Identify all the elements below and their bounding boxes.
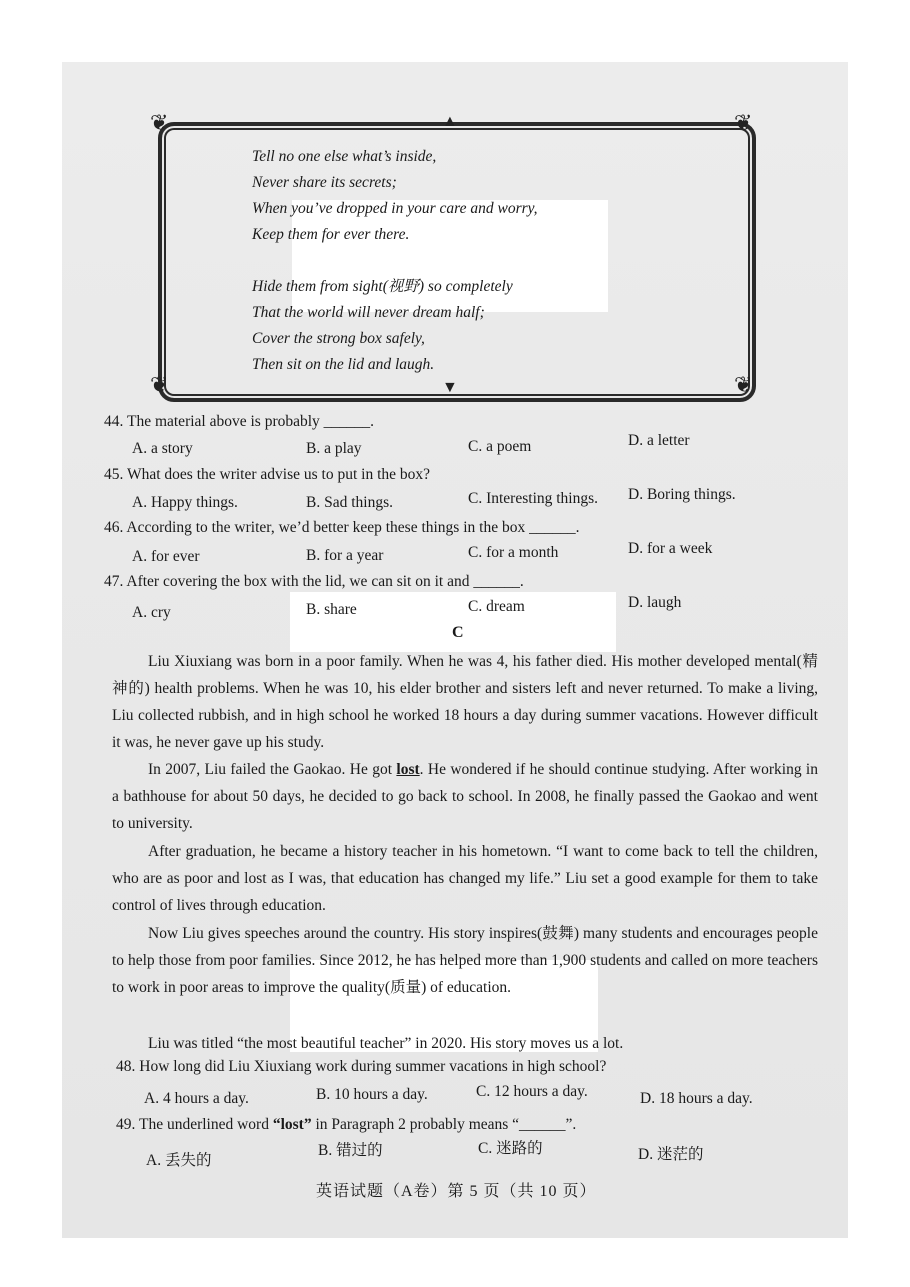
option: C. for a month bbox=[468, 544, 559, 561]
poem-line: That the world will never dream half; bbox=[252, 304, 485, 321]
option: D. 迷茫的 bbox=[638, 1146, 704, 1163]
poem-line: Tell no one else what’s inside, bbox=[252, 148, 437, 165]
poem-line: Then sit on the lid and laugh. bbox=[252, 356, 435, 373]
poem-line: Cover the strong box safely, bbox=[252, 330, 425, 347]
page-footer: 英语试题（A卷）第 5 页（共 10 页） bbox=[316, 1183, 597, 1200]
option: D. 18 hours a day. bbox=[640, 1090, 753, 1107]
option: C. 12 hours a day. bbox=[476, 1083, 588, 1100]
passage-paragraph: Liu Xiuxiang was born in a poor family. When he was 4, his father died. His mother developed mental(精神的) health problems. When he was 10, his elder brother and sisters left and never returned. To make a living, Liu collected rubbish, and in high school he worked 18 hours a day during summer vacations. However difficult it was, he never gave up his study. bbox=[112, 653, 818, 751]
option: A. 丢失的 bbox=[146, 1152, 212, 1169]
poem bbox=[252, 144, 612, 378]
option: B. a play bbox=[306, 440, 362, 457]
underlined-word: lost bbox=[396, 761, 420, 778]
poem-line: Never share its secrets; bbox=[252, 174, 397, 191]
option: B. for a year bbox=[306, 547, 384, 564]
question-stem: 49. The underlined word “lost” in Paragraph 2 probably means “______”. bbox=[116, 1116, 577, 1133]
option: A. cry bbox=[132, 604, 171, 621]
bottom-ornament-icon: ▼ bbox=[442, 379, 458, 396]
option: C. 迷路的 bbox=[478, 1140, 543, 1157]
option: C. Interesting things. bbox=[468, 490, 599, 507]
poem-line: When you’ve dropped in your care and worry, bbox=[252, 200, 538, 217]
option: B. share bbox=[306, 601, 357, 618]
option: D. for a week bbox=[628, 540, 713, 557]
passage-paragraph: Liu was titled “the most beautiful teacher” in 2020. His story moves us a lot. bbox=[148, 1035, 624, 1052]
poem-line: Hide them from sight(视野) so completely bbox=[252, 278, 513, 295]
question-stem: 44. The material above is probably ______. bbox=[104, 413, 375, 430]
option: A. 4 hours a day. bbox=[144, 1090, 249, 1107]
passage-paragraph: Now Liu gives speeches around the country. His story inspires(鼓舞) many students and encourages people to help those from poor families. Since 2012, he has helped more than 1,900 students and called on more teachers to work in poor areas to improve the quality(质量) of education. bbox=[112, 925, 818, 996]
question-stem: 47. After covering the box with the lid, we can sit on it and ______. bbox=[104, 573, 524, 590]
option: A. for ever bbox=[132, 548, 200, 565]
option: C. dream bbox=[468, 598, 525, 615]
question-stem: 46. According to the writer, we’d better keep these things in the box ______. bbox=[104, 519, 580, 536]
option: C. a poem bbox=[468, 438, 532, 455]
passage-paragraph: After graduation, he became a history teacher in his hometown. “I want to come back to tell the children, who are as poor and lost as I was, that education has changed my life.” Liu set a good example for them to take control of lives through education. bbox=[112, 843, 818, 914]
passage-paragraph: In 2007, Liu failed the Gaokao. He got lost. He wondered if he should continue studying. After working in a bathhouse for about 50 days, he decided to go back to school. In 2008, he finally passed the Gaokao and went to university. bbox=[112, 761, 818, 832]
option: B. 错过的 bbox=[318, 1142, 383, 1159]
option: B. Sad things. bbox=[306, 494, 393, 511]
corner-scroll-icon: ❦ bbox=[734, 372, 753, 397]
option: B. 10 hours a day. bbox=[316, 1086, 428, 1103]
corner-scroll-icon: ❦ bbox=[734, 110, 753, 135]
corner-scroll-icon: ❦ bbox=[150, 110, 169, 135]
corner-scroll-icon: ❦ bbox=[150, 372, 169, 397]
option: A. Happy things. bbox=[132, 494, 238, 511]
question-stem: 45. What does the writer advise us to put in the box? bbox=[104, 466, 431, 483]
top-ornament-icon: ▲ bbox=[442, 113, 458, 130]
option: A. a story bbox=[132, 440, 193, 457]
section-label: C bbox=[452, 624, 464, 641]
option: D. Boring things. bbox=[628, 486, 736, 503]
option: D. a letter bbox=[628, 432, 690, 449]
poem-line: Keep them for ever there. bbox=[252, 226, 410, 243]
option: D. laugh bbox=[628, 594, 682, 611]
question-stem: 48. How long did Liu Xiuxiang work during summer vacations in high school? bbox=[116, 1058, 607, 1075]
